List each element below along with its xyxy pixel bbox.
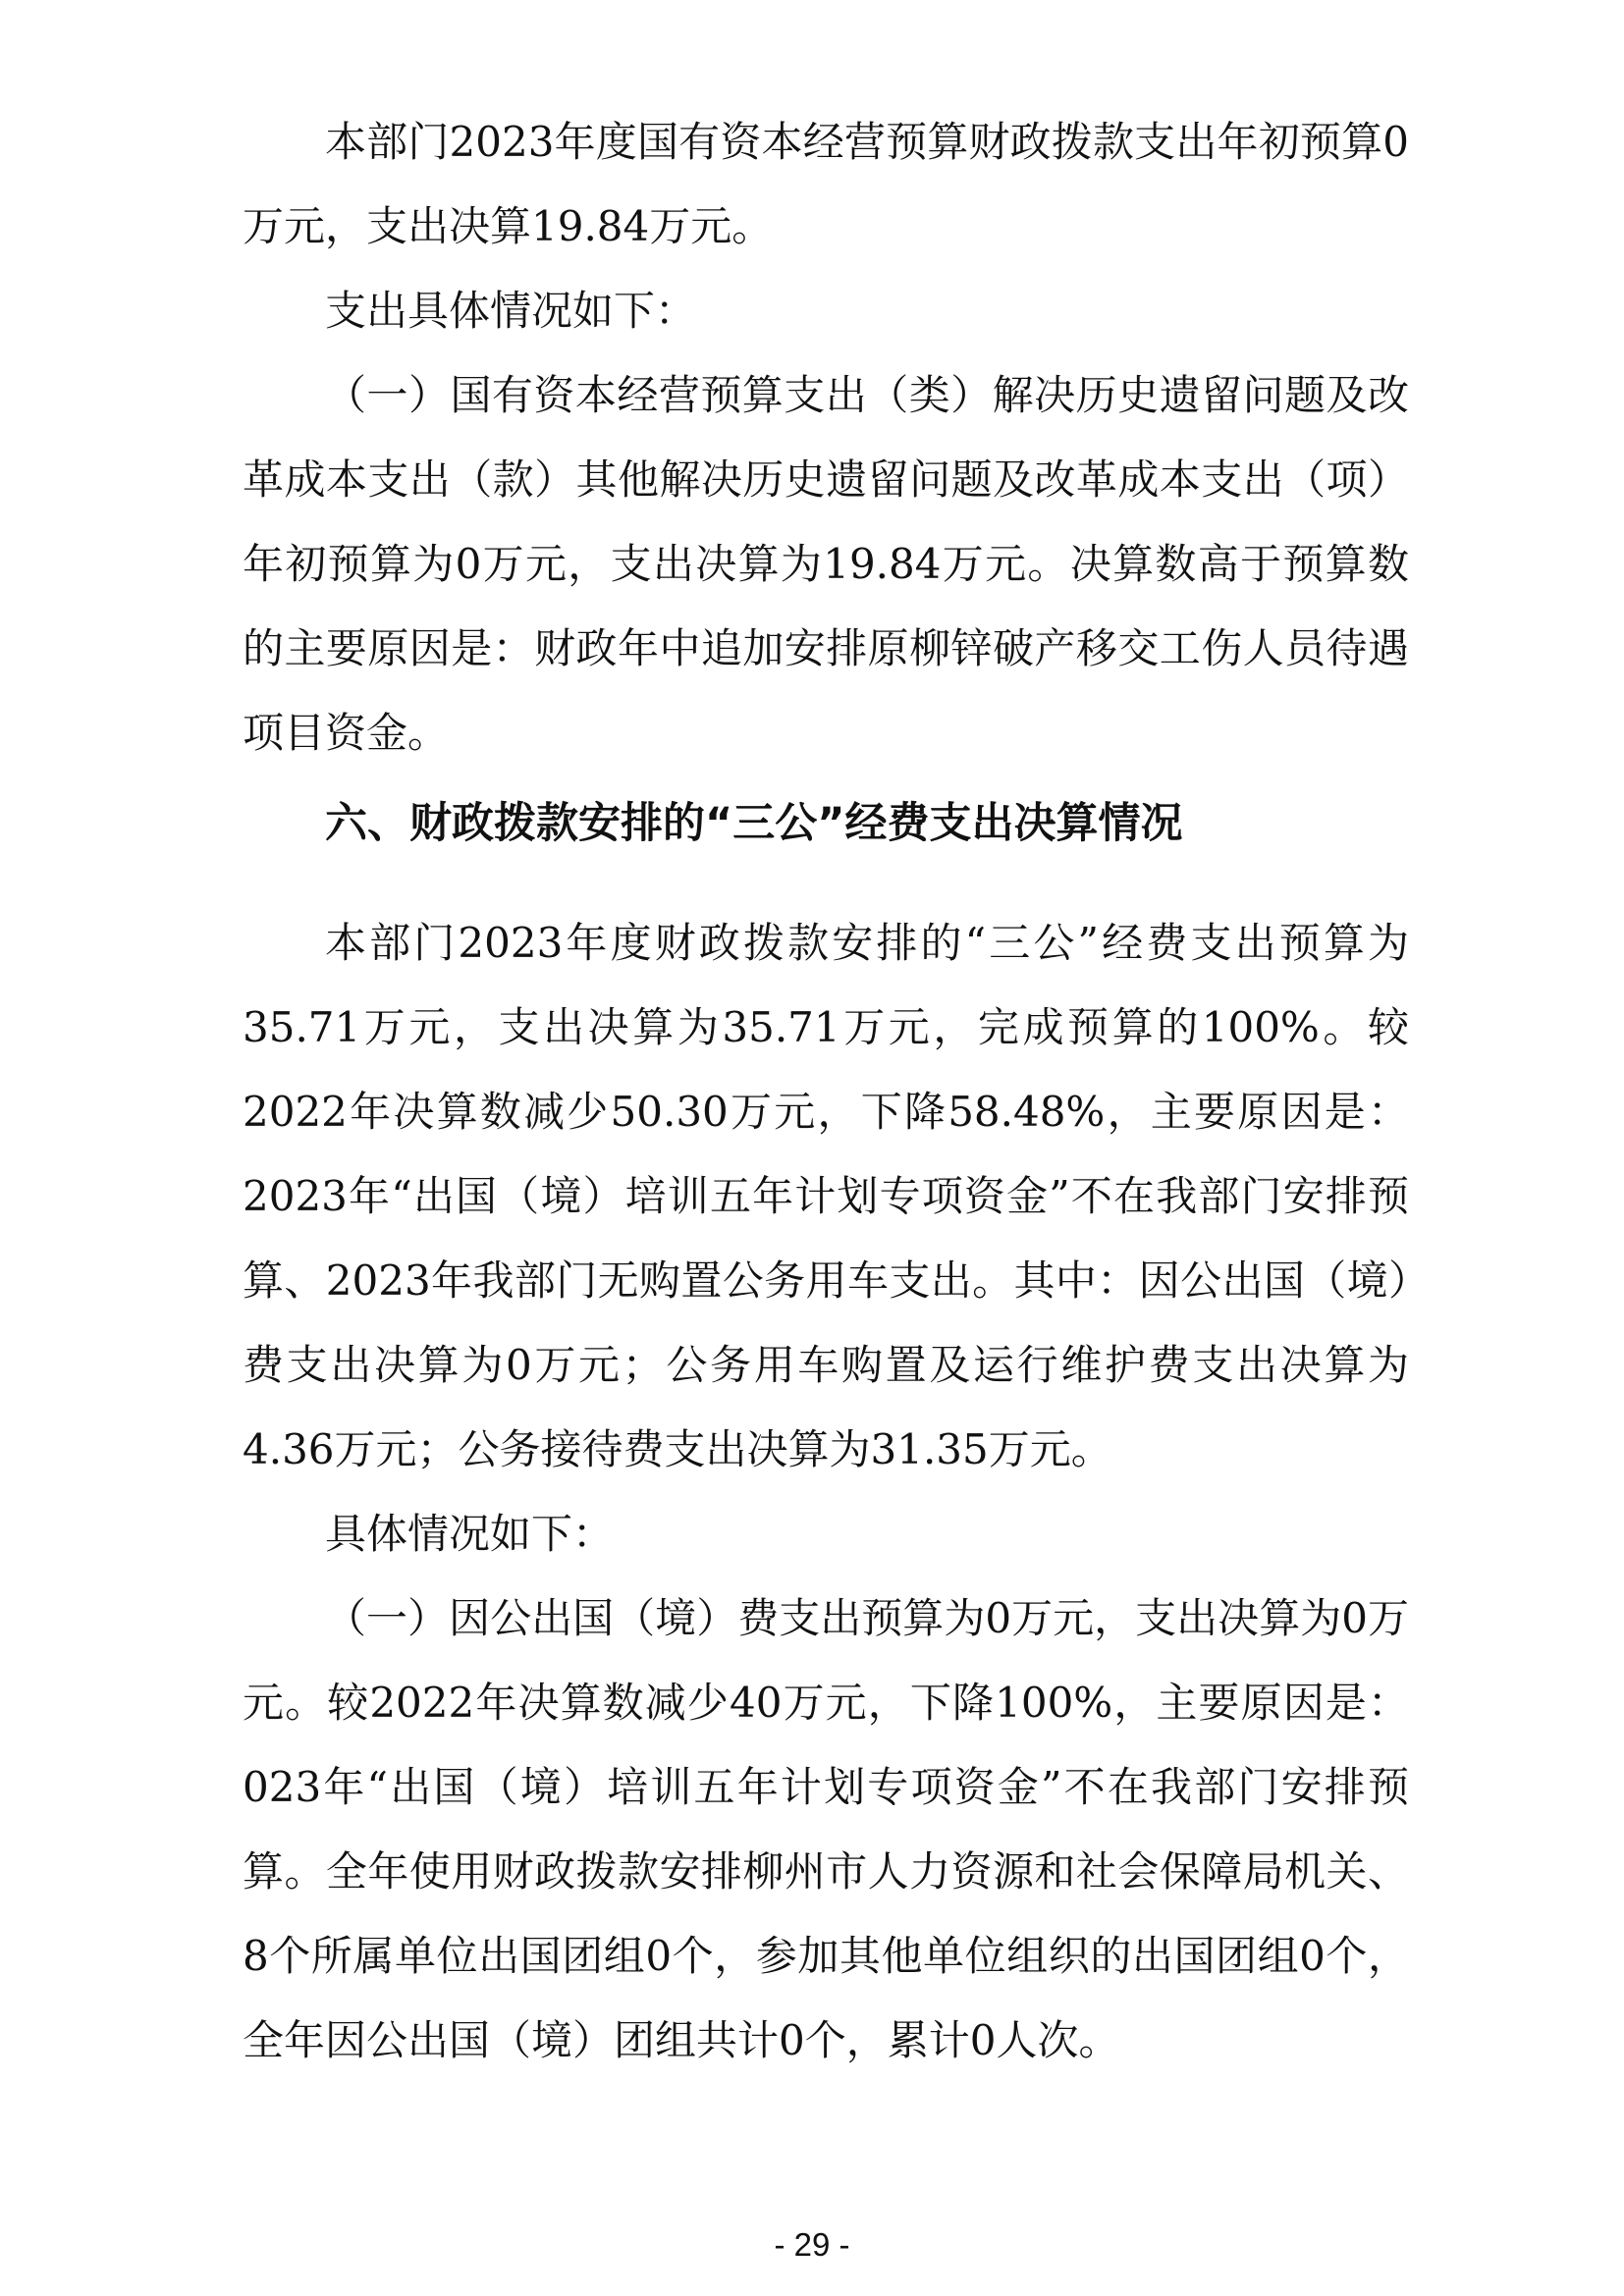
three-public-expenses-section xyxy=(243,901,1409,2083)
page-number: - 29 - xyxy=(774,2226,850,2263)
paragraph: 本部门2023年度财政拨款安排的“三公”经费支出预算为35.71万元，支出决算为35.71万元，完成预算的100%。较2022年决算数减少50.30万元，下降58.48%，主要原因是：2023年“出国（境）培训五年计划专项资金”不在我部门安排预算、2023年我部门无购置公务用车支出。其中：因公出国（境）费支出决算为0万元；公务用车购置及运行维护费支出决算为4.36万元；公务接待费支出决算为31.35万元。 xyxy=(243,919,1409,1473)
paragraph: 支出具体情况如下： xyxy=(325,287,697,335)
paragraph: （一）因公出国（境）费支出预算为0万元，支出决算为0万元。较2022年决算数减少40万元，下降100%，主要原因是：023年“出国（境）培训五年计划专项资金”不在我部门安排预算。全年使用财政拨款安排柳州市人力资源和社会保障局机关、8个所属单位出国团组0个，参加其他单位组织的出国团组0个，全年因公出国（境）团组共计0个，累计0人次。 xyxy=(243,1594,1409,2064)
budget-expenditure-section xyxy=(243,100,1409,775)
section-heading: 六、财政拨款安排的“三公”经费支出决算情况 xyxy=(325,799,1183,848)
paragraph: 具体情况如下： xyxy=(325,1510,615,1558)
paragraph: 本部门2023年度国有资本经营预算财政拨款支出年初预算0万元，支出决算19.84万元。 xyxy=(243,118,1409,250)
paragraph: （一）国有资本经营预算支出（类）解决历史遗留问题及改革成本支出（款）其他解决历史遗留问题及改革成本支出（项）年初预算为0万元，支出决算为19.84万元。决算数高于预算数的主要原因是：财政年中追加安排原柳锌破产移交工伤人员待遇项目资金。 xyxy=(243,371,1409,757)
